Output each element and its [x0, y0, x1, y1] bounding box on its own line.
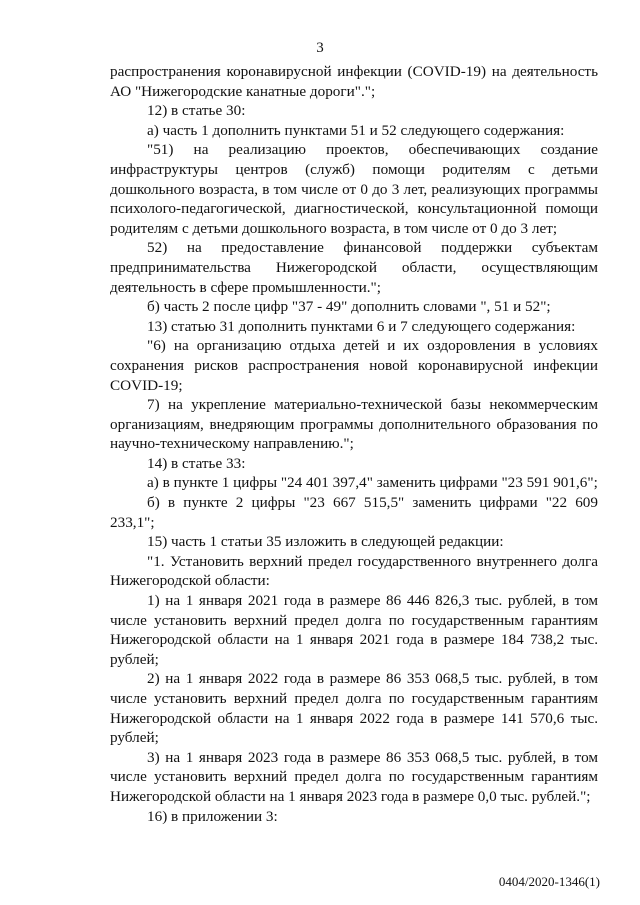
- paragraph: б) в пункте 2 цифры "23 667 515,5" заменить цифрами "22 609 233,1";: [110, 494, 598, 531]
- paragraph: 52) на предоставление финансовой поддержки субъектам предпринимательства Нижегородской области, осуществляющим деятельность в сфере промышленности.";: [110, 239, 598, 296]
- paragraph: 7) на укрепление материально-технической базы некоммерческим организациям, внедряющим программы дополнительного образования по научно-техническому направлению.";: [110, 396, 598, 453]
- paragraph: а) в пункте 1 цифры "24 401 397,4" заменить цифрами "23 591 901,6";: [147, 474, 598, 492]
- paragraph: "51) на реализацию проектов, обеспечивающих создание инфраструктуры центров (служб) помощи родителям с детьми дошкольного возраста, в том числе от 0 до 3 лет, реализующих программы психолого-педагогической, диагностической, консультационной помощи родителям с детьми дошкольного возраста, в том числе от 0 до 3 лет;: [110, 141, 598, 237]
- paragraph: 14) в статье 33:: [147, 454, 246, 472]
- paragraph: 12) в статье 30:: [147, 102, 246, 120]
- paragraph: 3) на 1 января 2023 года в размере 86 353 068,5 тыс. рублей, в том числе установить верхний предел долга по государственным гарантиям Нижегородской области на 1 января 2023 года в размере 0,0 тыс. рублей.";: [110, 748, 598, 805]
- paragraph: 2) на 1 января 2022 года в размере 86 353 068,5 тыс. рублей, в том числе установить верхний предел долга по государственным гарантиям Нижегородской области на 1 января 2022 года в размере 141 570,6 тыс. рублей;: [110, 670, 598, 747]
- paragraph: б) часть 2 после цифр "37 - 49" дополнить словами ", 51 и 52";: [147, 298, 551, 316]
- document-body: [110, 62, 598, 826]
- page-number: 3: [316, 40, 324, 56]
- paragraph: 16) в приложении 3:: [147, 807, 278, 825]
- paragraph: 1) на 1 января 2021 года в размере 86 446 826,3 тыс. рублей, в том числе установить верхний предел долга по государственным гарантиям Нижегородской области на 1 января 2021 года в размере 184 738,2 тыс. рублей;: [110, 592, 598, 668]
- paragraph: "6) на организацию отдыха детей и их оздоровления в условиях сохранения рисков распространения новой коронавирусной инфекции COVID-19;: [110, 337, 598, 394]
- paragraph: 15) часть 1 статьи 35 изложить в следующей редакции:: [147, 533, 504, 551]
- paragraph: а) часть 1 дополнить пунктами 51 и 52 следующего содержания:: [147, 121, 565, 139]
- paragraph: 13) статью 31 дополнить пунктами 6 и 7 следующего содержания:: [147, 317, 576, 335]
- paragraph: "1. Установить верхний предел государственного внутреннего долга Нижегородской области:: [110, 552, 598, 590]
- document-code: 0404/2020-1346(1): [498, 874, 600, 889]
- paragraph: распространения коронавирусной инфекции (COVID-19) на деятельность АО "Нижегородские канатные дороги".";: [110, 63, 598, 100]
